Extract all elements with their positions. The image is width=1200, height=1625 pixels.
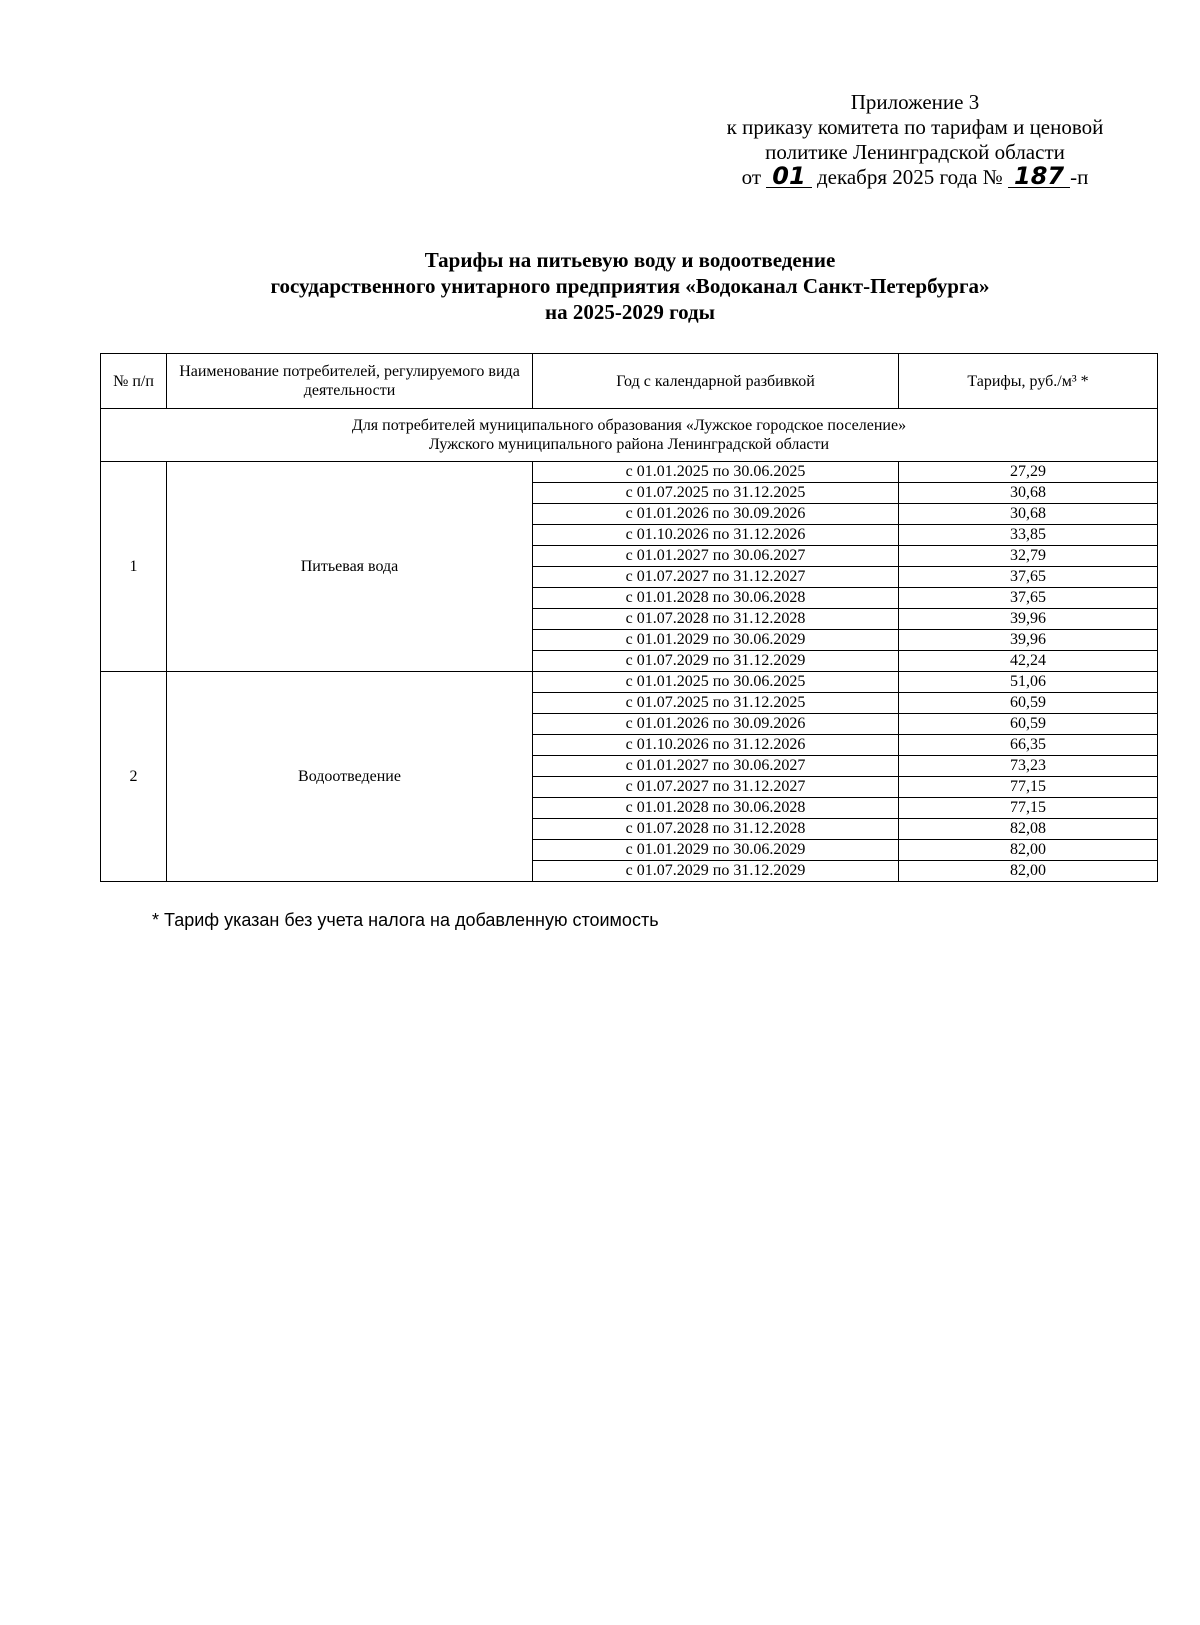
header-name: Наименование потребителей, регулируемого вида деятельности (167, 354, 533, 409)
header-period: Год с календарной разбивкой (533, 354, 899, 409)
period-cell: с 01.10.2026 по 31.12.2026 (533, 525, 899, 546)
service-name: Питьевая вода (167, 462, 533, 672)
period-cell: с 01.07.2029 по 31.12.2029 (533, 861, 899, 882)
tariff-cell: 60,59 (899, 693, 1158, 714)
order-suffix: -п (1070, 165, 1089, 189)
tariff-cell: 30,68 (899, 483, 1158, 504)
appendix-number: Приложение 3 (850, 90, 980, 114)
appendix-order-ref: к приказу комитета по тарифам и ценовой (726, 115, 1104, 139)
header-tariff: Тарифы, руб./м³ * (899, 354, 1158, 409)
period-cell: с 01.01.2026 по 30.09.2026 (533, 504, 899, 525)
period-cell: с 01.01.2029 по 30.06.2029 (533, 840, 899, 861)
title-line-2: государственного унитарного предприятия «Водоканал Санкт-Петербурга» (270, 274, 990, 298)
section-line-2: Лужского муниципального района Ленинградской области (428, 436, 830, 453)
row-number: 1 (101, 462, 167, 672)
tariff-cell: 42,24 (899, 651, 1158, 672)
period-cell: с 01.01.2025 по 30.06.2025 (533, 672, 899, 693)
period-cell: с 01.07.2025 по 31.12.2025 (533, 693, 899, 714)
service-name: Водоотведение (167, 672, 533, 882)
period-cell: с 01.07.2027 по 31.12.2027 (533, 777, 899, 798)
tariff-cell: 39,96 (899, 609, 1158, 630)
period-cell: с 01.07.2027 по 31.12.2027 (533, 567, 899, 588)
tariff-cell: 82,00 (899, 840, 1158, 861)
header-num: № п/п (101, 354, 167, 409)
tariff-cell: 32,79 (899, 546, 1158, 567)
document-title (0, 247, 1200, 325)
period-cell: с 01.01.2026 по 30.09.2026 (533, 714, 899, 735)
period-cell: с 01.10.2026 по 31.12.2026 (533, 735, 899, 756)
tariff-cell: 30,68 (899, 504, 1158, 525)
row-number: 2 (101, 672, 167, 882)
period-cell: с 01.01.2028 по 30.06.2028 (533, 588, 899, 609)
appendix-committee: политике Ленинградской области (765, 140, 1065, 164)
table-header-row (101, 354, 1158, 409)
table-row (101, 462, 1158, 483)
section-row (101, 409, 1158, 462)
handwritten-order-number: 187 (1008, 165, 1070, 188)
title-line-3: на 2025-2029 годы (544, 300, 716, 324)
period-cell: с 01.01.2025 по 30.06.2025 (533, 462, 899, 483)
tariff-cell: 39,96 (899, 630, 1158, 651)
period-cell: с 01.07.2025 по 31.12.2025 (533, 483, 899, 504)
tariff-cell: 82,00 (899, 861, 1158, 882)
period-cell: с 01.01.2027 по 30.06.2027 (533, 546, 899, 567)
period-cell: с 01.07.2029 по 31.12.2029 (533, 651, 899, 672)
tariff-cell: 37,65 (899, 567, 1158, 588)
tariff-cell: 66,35 (899, 735, 1158, 756)
tariffs-table (100, 353, 1158, 882)
tariff-cell: 33,85 (899, 525, 1158, 546)
tariff-cell: 37,65 (899, 588, 1158, 609)
date-rest: декабря 2025 года № (816, 165, 1003, 189)
tariff-cell: 27,29 (899, 462, 1158, 483)
title-line-1: Тарифы на питьевую воду и водоотведение (424, 248, 836, 272)
section-cell (101, 409, 1158, 462)
period-cell: с 01.01.2029 по 30.06.2029 (533, 630, 899, 651)
period-cell: с 01.07.2028 по 31.12.2028 (533, 609, 899, 630)
section-line-1: Для потребителей муниципального образования «Лужское городское поселение» (351, 417, 907, 434)
handwritten-day: 01 (766, 165, 811, 188)
appendix-header (690, 90, 1140, 190)
tariff-cell: 73,23 (899, 756, 1158, 777)
tariff-cell: 60,59 (899, 714, 1158, 735)
tariff-cell: 51,06 (899, 672, 1158, 693)
date-prefix: от (741, 165, 762, 189)
tariff-cell: 77,15 (899, 777, 1158, 798)
footnote: * Тариф указан без учета налога на добавленную стоимость (152, 910, 659, 930)
period-cell: с 01.01.2027 по 30.06.2027 (533, 756, 899, 777)
tariff-cell: 77,15 (899, 798, 1158, 819)
appendix-date-line (690, 162, 1140, 190)
table-row (101, 672, 1158, 693)
tariff-cell: 82,08 (899, 819, 1158, 840)
period-cell: с 01.07.2028 по 31.12.2028 (533, 819, 899, 840)
period-cell: с 01.01.2028 по 30.06.2028 (533, 798, 899, 819)
